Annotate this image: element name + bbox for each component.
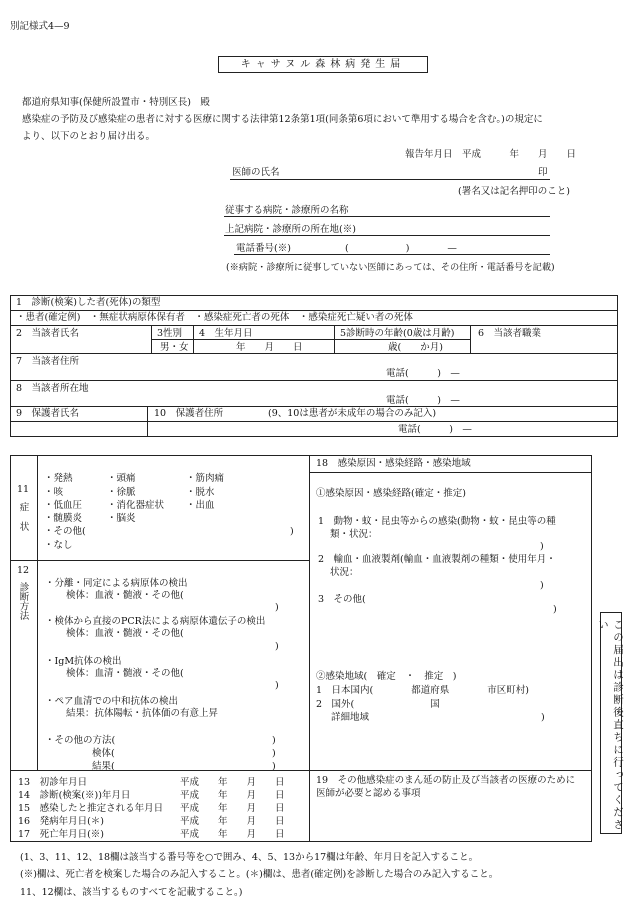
sym-fever: ・発熱 [44,473,73,484]
birth-format: 年 月 日 [236,342,303,353]
hospital-name-label: 従事する病院・診療所の名称 [225,205,349,216]
area-2b: 詳細地域 [331,712,370,723]
m5-sample: 検体( [92,748,115,759]
sym-dehydration: ・脱水 [186,487,215,498]
date-17-value: 平成 年 月 日 [180,829,285,840]
intro-line-1: 感染症の予防及び感染症の患者に対する医療に関する法律第12条第1項(同条第6項において準用する場合を含む。)の規定に [22,114,543,125]
m2-detail: 検体：血液・髄液・その他( [66,628,184,639]
sym-headache: ・頭痛 [107,473,136,484]
date-16-value: 平成 年 月 日 [180,816,285,827]
hospital-address-line [224,235,550,236]
sym-encephalitis: ・脳炎 [107,513,136,524]
sym-myalgia: ・筋肉痛 [186,473,225,484]
sec1-options: ・患者(確定例) ・無症状病原体保有者 ・感染症死亡者の死体 ・感染症死亡疑い者の死体 [16,312,413,323]
sec8-label: 8 当該者所在地 [16,383,89,394]
route-3-close: ) [553,604,557,615]
date-17-label: 17 死亡年月日(※) [18,829,105,840]
seal-mark: 印 [538,167,548,178]
area-2: 2 国外( 国 [316,699,440,710]
route-2b: 状況： [330,567,359,578]
form-number: 別記様式4—9 [10,21,70,32]
m5-close: ) [272,735,276,746]
sec3-sex-label: 3性別 [157,328,183,339]
phone-format: ( ) — [345,243,457,254]
sec8-phone: 電話( ) — [386,395,460,406]
sec10-phone: 電話( ) — [398,424,472,435]
sec10-label: 10 保護者住所 [154,408,224,419]
sym-bradycardia: ・徐脈 [107,487,136,498]
doctor-name-line [230,179,550,180]
sec12-label: 診断方法 [17,582,29,620]
area-1: 1 日本国内( 都道府県 市区町村) [316,685,529,696]
sym-other: ・その他( [44,526,86,537]
date-16-label: 16 発病年月日(＊) [18,816,105,827]
m1-close: ) [275,602,279,613]
sec5-age-label: 5診断時の年齢(0歳は月齢) [340,328,455,339]
sec9-label: 9 保護者氏名 [16,408,80,419]
m2-label: ・検体から直接のPCR法による病原体遺伝子の検出 [45,616,266,627]
side-note-text: この届出は診断後直ちに行ってください [597,619,624,832]
intro-line-2: より、以下のとおり届け出る。 [22,131,156,142]
sec6-job-label: 6 当該者職業 [478,328,542,339]
m5-sample-close: ) [272,748,276,759]
sym-meningitis: ・髄膜炎 [44,513,83,524]
date-15-value: 平成 年 月 日 [180,803,285,814]
route-2: 2 輸血・血液製剤(輸血・血液製剤の種類・使用年月・ [318,554,556,565]
sec11-label: 症状 [17,502,29,541]
date-14-label: 14 診断(検案(※))年月日 [18,790,131,801]
sym-none: ・なし [44,540,73,551]
date-14-value: 平成 年 月 日 [180,790,285,801]
route-3: 3 その他( [318,594,366,605]
date-13-label: 13 初診年月日 [18,777,88,788]
sec4-birth-label: 4 生年月日 [199,328,253,339]
phone-label: 電話番号(※) [236,243,291,254]
sec11-num: 11 [17,484,30,495]
doctor-note: (※病院・診療所に従事していない医師にあっては、その住所・電話番号を記載) [226,262,555,273]
date-13-value: 平成 年 月 日 [180,777,285,788]
sym-cough: ・咳 [44,487,64,498]
sec7-phone: 電話( ) — [386,368,460,379]
report-date: 報告年月日 平成 年 月 日 [405,149,577,160]
sex-options: 男・女 [160,342,189,353]
phone-line [234,254,550,255]
m4-label: ・ペア血清での中和抗体の検出 [45,696,179,707]
route-2-close: ) [540,580,544,591]
sym-bleeding: ・出血 [186,500,215,511]
m5-result: 結果( [92,761,115,772]
area-2-close: ) [541,712,545,723]
footnote-1: (1、3、11、12、18欄は該当する番号等を○で囲み、4、5、13から17欄は年齢、年月日を記入すること。 [20,852,479,863]
age-format: 歳( か月) [388,342,443,353]
m1-detail: 検体：血液・髄液・その他( [66,590,184,601]
signature-note: (署名又は記名押印のこと) [458,186,570,197]
route-1: 1 動物・蚊・昆虫等からの感染(動物・蚊・昆虫等の種 [318,516,556,527]
footnote-3: 11、12欄は、該当するものすべてを記載すること。) [20,887,243,898]
doctor-name-label: 医師の氏名 [232,167,280,178]
sym-hypotension: ・低血圧 [44,500,83,511]
footnote-2: (※)欄は、死亡者を検案した場合のみ記入すること。(＊)欄は、患者(確定例)を診断した場合のみ記入すること。 [20,869,499,880]
sym-gi: ・消化器症状 [107,500,165,511]
sec19-line1: 19 その他感染症のまん延の防止及び当該者の医療のために [316,775,576,786]
m4-detail: 結果：抗体陽転・抗体価の有意上昇 [66,708,219,719]
route-1-close: ) [540,541,544,552]
route-1b: 類・状況： [330,529,378,540]
side-note [597,612,624,834]
route-label: ①感染原因・感染経路(確定・推定) [316,488,466,499]
m1-label: ・分離・同定による病原体の検出 [45,578,188,589]
sec7-label: 7 当該者住所 [16,356,80,367]
sec9-note: (9、10は患者が未成年の場合のみ記入) [268,408,437,419]
addressee: 都道府県知事(保健所設置市・特別区長) 殿 [22,97,210,108]
m5-label: ・その他の方法( [45,735,116,746]
m3-label: ・IgM抗体の検出 [45,656,122,667]
form-title: キャサヌル森林病発生届 [218,56,428,73]
m5-result-close: ) [272,761,276,772]
m3-detail: 検体：血清・髄液・その他( [66,668,184,679]
sym-other-close: ) [290,526,294,537]
sec19-line2: 医師が必要と認める事項 [316,788,421,799]
sec12-num: 12 [17,565,30,576]
sec1-label: 1 診断(検案)した者(死体)の類型 [16,297,161,308]
hospital-address-label: 上記病院・診療所の所在地(※) [225,224,356,235]
hospital-name-line [224,216,550,217]
m2-close: ) [275,641,279,652]
sec18-label: 18 感染原因・感染経路・感染地域 [316,458,471,469]
sec2-name-label: 2 当該者氏名 [16,328,80,339]
date-15-label: 15 感染したと推定される年月日 [18,803,164,814]
area-label: ②感染地域( 確定 ・ 推定 ) [316,671,457,682]
m3-close: ) [275,680,279,691]
